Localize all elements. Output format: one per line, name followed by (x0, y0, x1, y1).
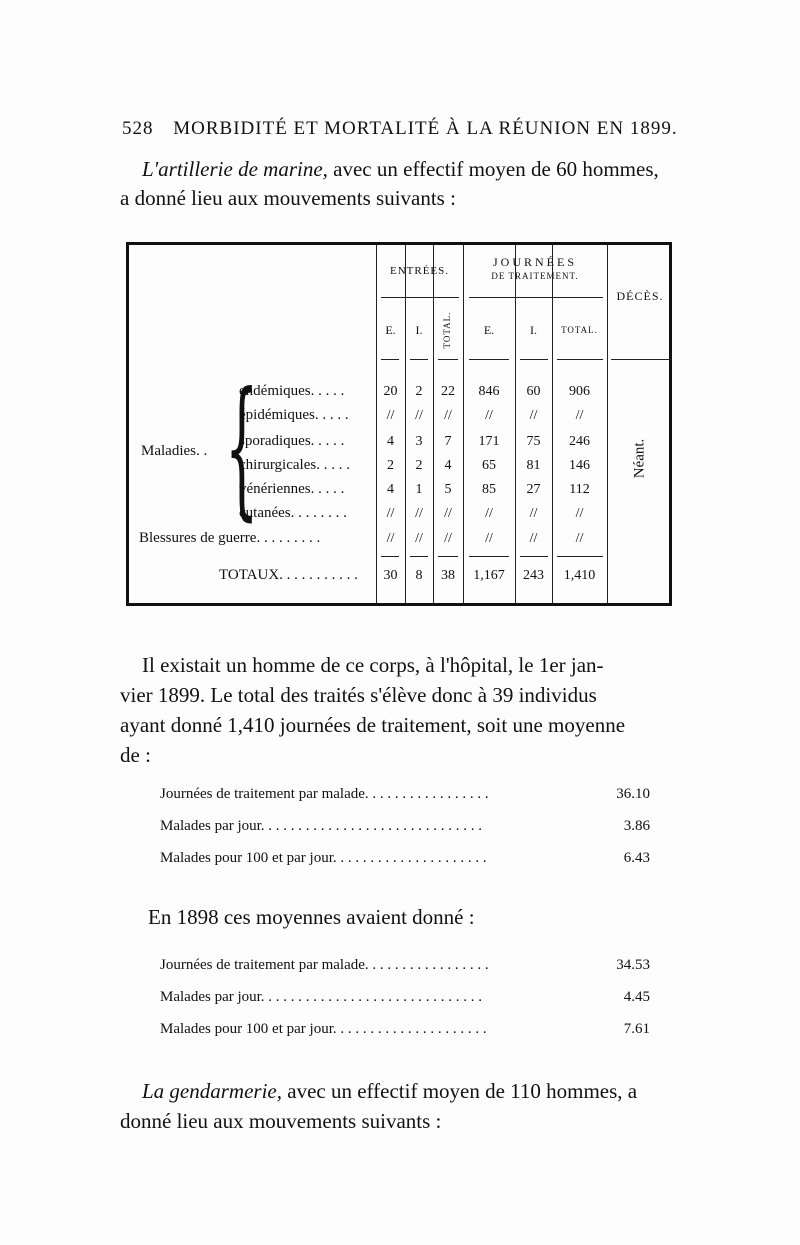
paragraph-1 (120, 650, 685, 770)
table-cell: 60 (526, 384, 541, 399)
table-cell: // (575, 408, 584, 423)
header-entrees: ENTRÉES. (389, 265, 450, 277)
row-label: endémiques. . . . . (239, 383, 345, 399)
table-cell: 906 (569, 384, 590, 399)
header-e1: E. (385, 323, 396, 337)
para2-italic: La gendarmerie, (142, 1079, 282, 1103)
header-i1: I. (415, 323, 423, 337)
header-e2: E. (483, 323, 495, 337)
col-sep (463, 245, 464, 603)
table-cell: 2 (415, 384, 423, 399)
movements-table (126, 242, 672, 606)
table-cell: // (485, 408, 493, 423)
table-cell: // (386, 531, 395, 546)
table-cell: 7 (444, 434, 452, 449)
running-title: MORBIDITÉ ET MORTALITÉ À LA RÉUNION EN 1899. (173, 118, 678, 139)
rule (410, 556, 428, 557)
table-cell: 243 (523, 568, 544, 583)
table-cell: // (575, 531, 584, 546)
para1-line1: Il existait un homme de ce corps, à l'hôpital, le 1er jan- (142, 653, 604, 677)
para1-line2: vier 1899. Le total des traités s'élève donc à 39 individus (120, 683, 597, 707)
rule (469, 359, 509, 360)
para1-line3: ayant donné 1,410 journées de traitement, soit une moyenne (120, 713, 626, 737)
stat-row (160, 850, 650, 882)
table-cell: // (444, 408, 452, 423)
rule (557, 359, 603, 360)
row-label: Blessures de guerre. . . . . . . . . (139, 530, 321, 546)
table-cell: 85 (482, 482, 496, 497)
stat-value: 7.61 (623, 1021, 650, 1037)
table-cell: 22 (441, 384, 455, 399)
stat-value: 3.86 (623, 818, 650, 834)
table-cell: 146 (569, 458, 590, 473)
intro-paragraph (120, 155, 685, 213)
col-sep (376, 245, 377, 603)
section-1898-title: En 1898 ces moyennes avaient donné : (148, 905, 475, 929)
rule (438, 556, 458, 557)
stat-value: 4.45 (623, 989, 650, 1005)
page-number: 528 (122, 118, 154, 139)
table-cell: // (529, 531, 538, 546)
rule (520, 556, 548, 557)
stat-row (160, 786, 650, 818)
table-cell: 1,410 (563, 568, 596, 583)
intro-italic: L'artillerie de marine, (142, 157, 328, 181)
table-cell: 112 (569, 482, 590, 497)
header-journees: JOURNÉES (492, 255, 577, 269)
rule (381, 359, 399, 360)
table-cell: // (575, 506, 584, 521)
table-cell: // (485, 531, 493, 546)
table-cell: 38 (441, 568, 455, 583)
stat-label: Malades par jour. . . . . . . . . . . . . . . . . . . . . . . . . . . . . . (160, 989, 483, 1005)
header-journees-sub: DE TRAITEMENT. (491, 271, 579, 281)
stat-label: Malades par jour. . . . . . . . . . . . . . . . . . . . . . . . . . . . . . (160, 818, 483, 834)
stat-label: Malades pour 100 et par jour. . . . . . . . . . . . . . . . . . . . . (160, 1021, 487, 1037)
table-cell: 5 (444, 482, 452, 497)
stat-value: 36.10 (616, 786, 650, 802)
brace-journees (469, 297, 603, 308)
stat-label: Journées de traitement par malade. . . . . . . . . . . . . . . . . (160, 957, 489, 973)
table-cell: 1 (415, 482, 423, 497)
table-cell: 2 (415, 458, 423, 473)
table-cell: // (415, 506, 423, 521)
stat-label: Journées de traitement par malade. . . . . . . . . . . . . . . . . (160, 786, 489, 802)
table-cell: 75 (526, 434, 541, 449)
row-label: chirurgicales. . . . . (239, 457, 350, 473)
row-label: TOTAUX. . . . . . . . . . . (219, 567, 358, 583)
rule (438, 359, 458, 360)
table-cell: 65 (482, 458, 496, 473)
table-cell: 4 (444, 458, 452, 473)
brace-entrees (381, 297, 459, 308)
row-label: cutanées. . . . . . . . (239, 505, 347, 521)
stat-row (160, 957, 650, 989)
rule (557, 556, 603, 557)
intro-line1: avec un effectif moyen de 60 hommes, (327, 157, 659, 181)
table-cell: // (415, 408, 423, 423)
stat-row (160, 818, 650, 850)
table-cell: 2 (387, 458, 394, 473)
stats-1899 (160, 786, 650, 882)
table-cell: 3 (415, 434, 423, 449)
rule (410, 359, 428, 360)
table-cell: // (415, 531, 423, 546)
header-deces: DÉCÈS. (616, 289, 664, 303)
para2-line2: donné lieu aux mouvements suivants : (120, 1109, 442, 1133)
intro-line2: a donné lieu aux mouvements suivants : (120, 186, 456, 210)
stat-row (160, 1021, 650, 1053)
rule (469, 556, 509, 557)
table-cell: 4 (387, 434, 394, 449)
maladies-label: Maladies. . (141, 443, 208, 459)
table-cell: 246 (569, 434, 590, 449)
table-cell: 4 (387, 482, 394, 497)
table-cell: 30 (383, 568, 398, 583)
table-cell: 81 (526, 458, 541, 473)
table-cell: // (386, 408, 395, 423)
stat-value: 34.53 (616, 957, 650, 973)
header-i2: I. (530, 323, 537, 337)
rule (611, 359, 671, 360)
table-cell: // (444, 506, 452, 521)
table-cell: // (529, 506, 538, 521)
paragraph-2 (120, 1076, 685, 1136)
running-header (122, 118, 682, 140)
para1-line4: de : (120, 743, 151, 767)
table-cell: 20 (383, 384, 398, 399)
stat-row (160, 989, 650, 1021)
table-cell: // (444, 531, 452, 546)
row-label: épidémiques. . . . . (239, 407, 349, 423)
rule (381, 556, 399, 557)
rule (520, 359, 548, 360)
stats-1898 (160, 957, 650, 1053)
para2-line1: avec un effectif moyen de 110 hommes, a (282, 1079, 638, 1103)
table-cell: 8 (415, 568, 423, 583)
header-total2: TOTAL. (561, 325, 598, 335)
table-cell: // (485, 506, 493, 521)
table-cell: // (529, 408, 538, 423)
row-label: sporadiques. . . . . (239, 433, 345, 449)
table-cell: 171 (478, 434, 500, 449)
row-label: vénériennes. . . . . (239, 481, 345, 497)
stat-value: 6.43 (623, 850, 650, 866)
table-cell: // (386, 506, 395, 521)
table-cell: 1,167 (473, 568, 505, 583)
stat-label: Malades pour 100 et par jour. . . . . . . . . . . . . . . . . . . . . (160, 850, 487, 866)
maladies-brace: { (225, 361, 259, 535)
table-cell: 846 (478, 384, 500, 399)
header-total1: TOTAL. (442, 311, 452, 349)
table-cell: 27 (526, 482, 541, 497)
deces-value: Néant. (631, 438, 648, 479)
